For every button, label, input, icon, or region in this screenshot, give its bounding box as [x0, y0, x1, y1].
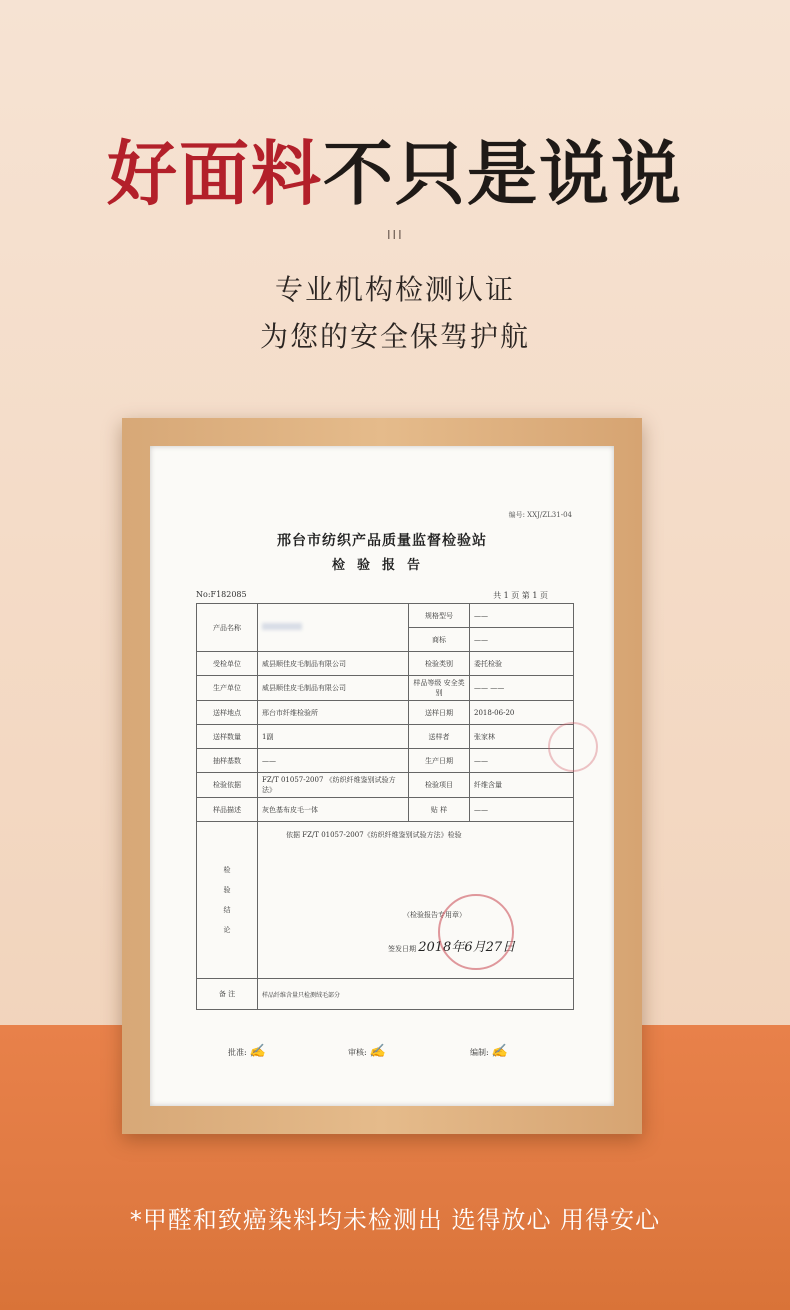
wood-frame: [122, 418, 642, 1134]
remark-text: 样品纤维含量只检测绒毛部分: [258, 979, 574, 1010]
cell-label: 生产日期: [409, 749, 470, 773]
cell-value: ——: [470, 604, 574, 628]
table-row: [197, 701, 574, 725]
subtitle-line2: 为您的安全保驾护航: [259, 320, 530, 353]
certificate-paper: [150, 446, 614, 1106]
cell-value: 纤维含量: [470, 773, 574, 798]
cell-value: ——: [258, 749, 409, 773]
cell-value: ——: [470, 749, 574, 773]
headline-dark: 不只是说说: [323, 132, 683, 215]
cell-value: —— ——: [470, 676, 574, 701]
review-label: 审核:: [348, 1048, 367, 1057]
table-row: [197, 822, 574, 979]
cell-label: 贴 样: [409, 798, 470, 822]
cell-label: 抽样基数: [197, 749, 258, 773]
table-row: [197, 652, 574, 676]
cell-value: 威县顺佳皮毛制品有限公司: [258, 676, 409, 701]
cell-label: 检验项目: [409, 773, 470, 798]
cell-label: 受检单位: [197, 652, 258, 676]
divider-mark: III: [387, 228, 404, 242]
footer-note: *甲醛和致癌染料均未检测出 选得放心 用得安心: [129, 1206, 661, 1234]
headline-red: 好面料: [107, 132, 323, 215]
cell-label: 生产单位: [197, 676, 258, 701]
cell-label: 样品等级 安全类别: [409, 676, 470, 701]
cell-value: 威县顺佳皮毛制品有限公司: [258, 652, 409, 676]
cell-label: 送样地点: [197, 701, 258, 725]
sign-date-handwritten: 2018年6月27日: [418, 940, 516, 955]
approve-scribble: ✍: [249, 1044, 266, 1059]
cell-value: 灰色基布皮毛一体: [258, 798, 409, 822]
organization-name: 邢台市纺织产品质量监督检验站: [277, 533, 487, 549]
cell-value: 委托检验: [470, 652, 574, 676]
subtitle-line1: 专业机构检测认证: [274, 273, 515, 306]
cell-label: 产品名称: [197, 604, 258, 652]
conclusion-label-text: 检 验 结 论: [223, 866, 231, 934]
report-table: [196, 603, 574, 1010]
report-number: No:F182085: [196, 590, 247, 599]
cell-label: 检验类别: [409, 652, 470, 676]
seal-note: （检验报告专用章）: [403, 911, 466, 919]
cell-label: 送样日期: [409, 701, 470, 725]
approve-label: 批准:: [228, 1048, 247, 1057]
compile-scribble: ✍: [491, 1044, 508, 1059]
conclusion-text: 依据 FZ/T 01057-2007《纺织纤维鉴别试验方法》检验: [286, 831, 462, 839]
cell-label: 商标: [409, 628, 470, 652]
cell-label: 送样者: [409, 725, 470, 749]
cell-label: 规格型号: [409, 604, 470, 628]
cell-label: 检验依据: [197, 773, 258, 798]
cell-value: 邢台市纤维检验所: [258, 701, 409, 725]
cell-value: ——: [470, 628, 574, 652]
table-row: [197, 676, 574, 701]
conclusion-cell: [258, 822, 574, 979]
compile-label: 编制:: [470, 1048, 489, 1057]
edge-stamp: [548, 722, 598, 772]
sign-date-label: 签发日期: [388, 945, 416, 953]
inspection-report: [150, 446, 614, 1106]
cell-label: 送样数量: [197, 725, 258, 749]
conclusion-label: [197, 822, 258, 979]
cell-value: 2018-06-20: [470, 701, 574, 725]
table-row: [197, 773, 574, 798]
review-signature: [348, 1044, 385, 1059]
cell-value: 1副: [258, 725, 409, 749]
cell-value: 张家林: [470, 725, 574, 749]
table-row: [197, 798, 574, 822]
page-count: 共 1 页 第 1 页: [493, 591, 548, 600]
review-scribble: ✍: [369, 1044, 386, 1059]
blurred-product-name: [262, 623, 302, 630]
cell-value: [258, 604, 409, 652]
cell-label: 样品描述: [197, 798, 258, 822]
table-row: [197, 604, 574, 628]
table-row: [197, 725, 574, 749]
table-row: [197, 979, 574, 1010]
official-stamp: [438, 894, 514, 970]
cell-value: ——: [470, 798, 574, 822]
approve-signature: [228, 1044, 265, 1059]
table-row: [197, 749, 574, 773]
doc-code: 编号: XXJ/ZL31-04: [508, 511, 572, 519]
remark-label: 备 注: [197, 979, 258, 1010]
headline: [0, 118, 790, 219]
cell-value: FZ/T 01057-2007 《纺织纤维鉴别试验方法》: [258, 773, 409, 798]
compile-signature: [470, 1044, 507, 1059]
report-title: 检验报告: [331, 558, 432, 573]
